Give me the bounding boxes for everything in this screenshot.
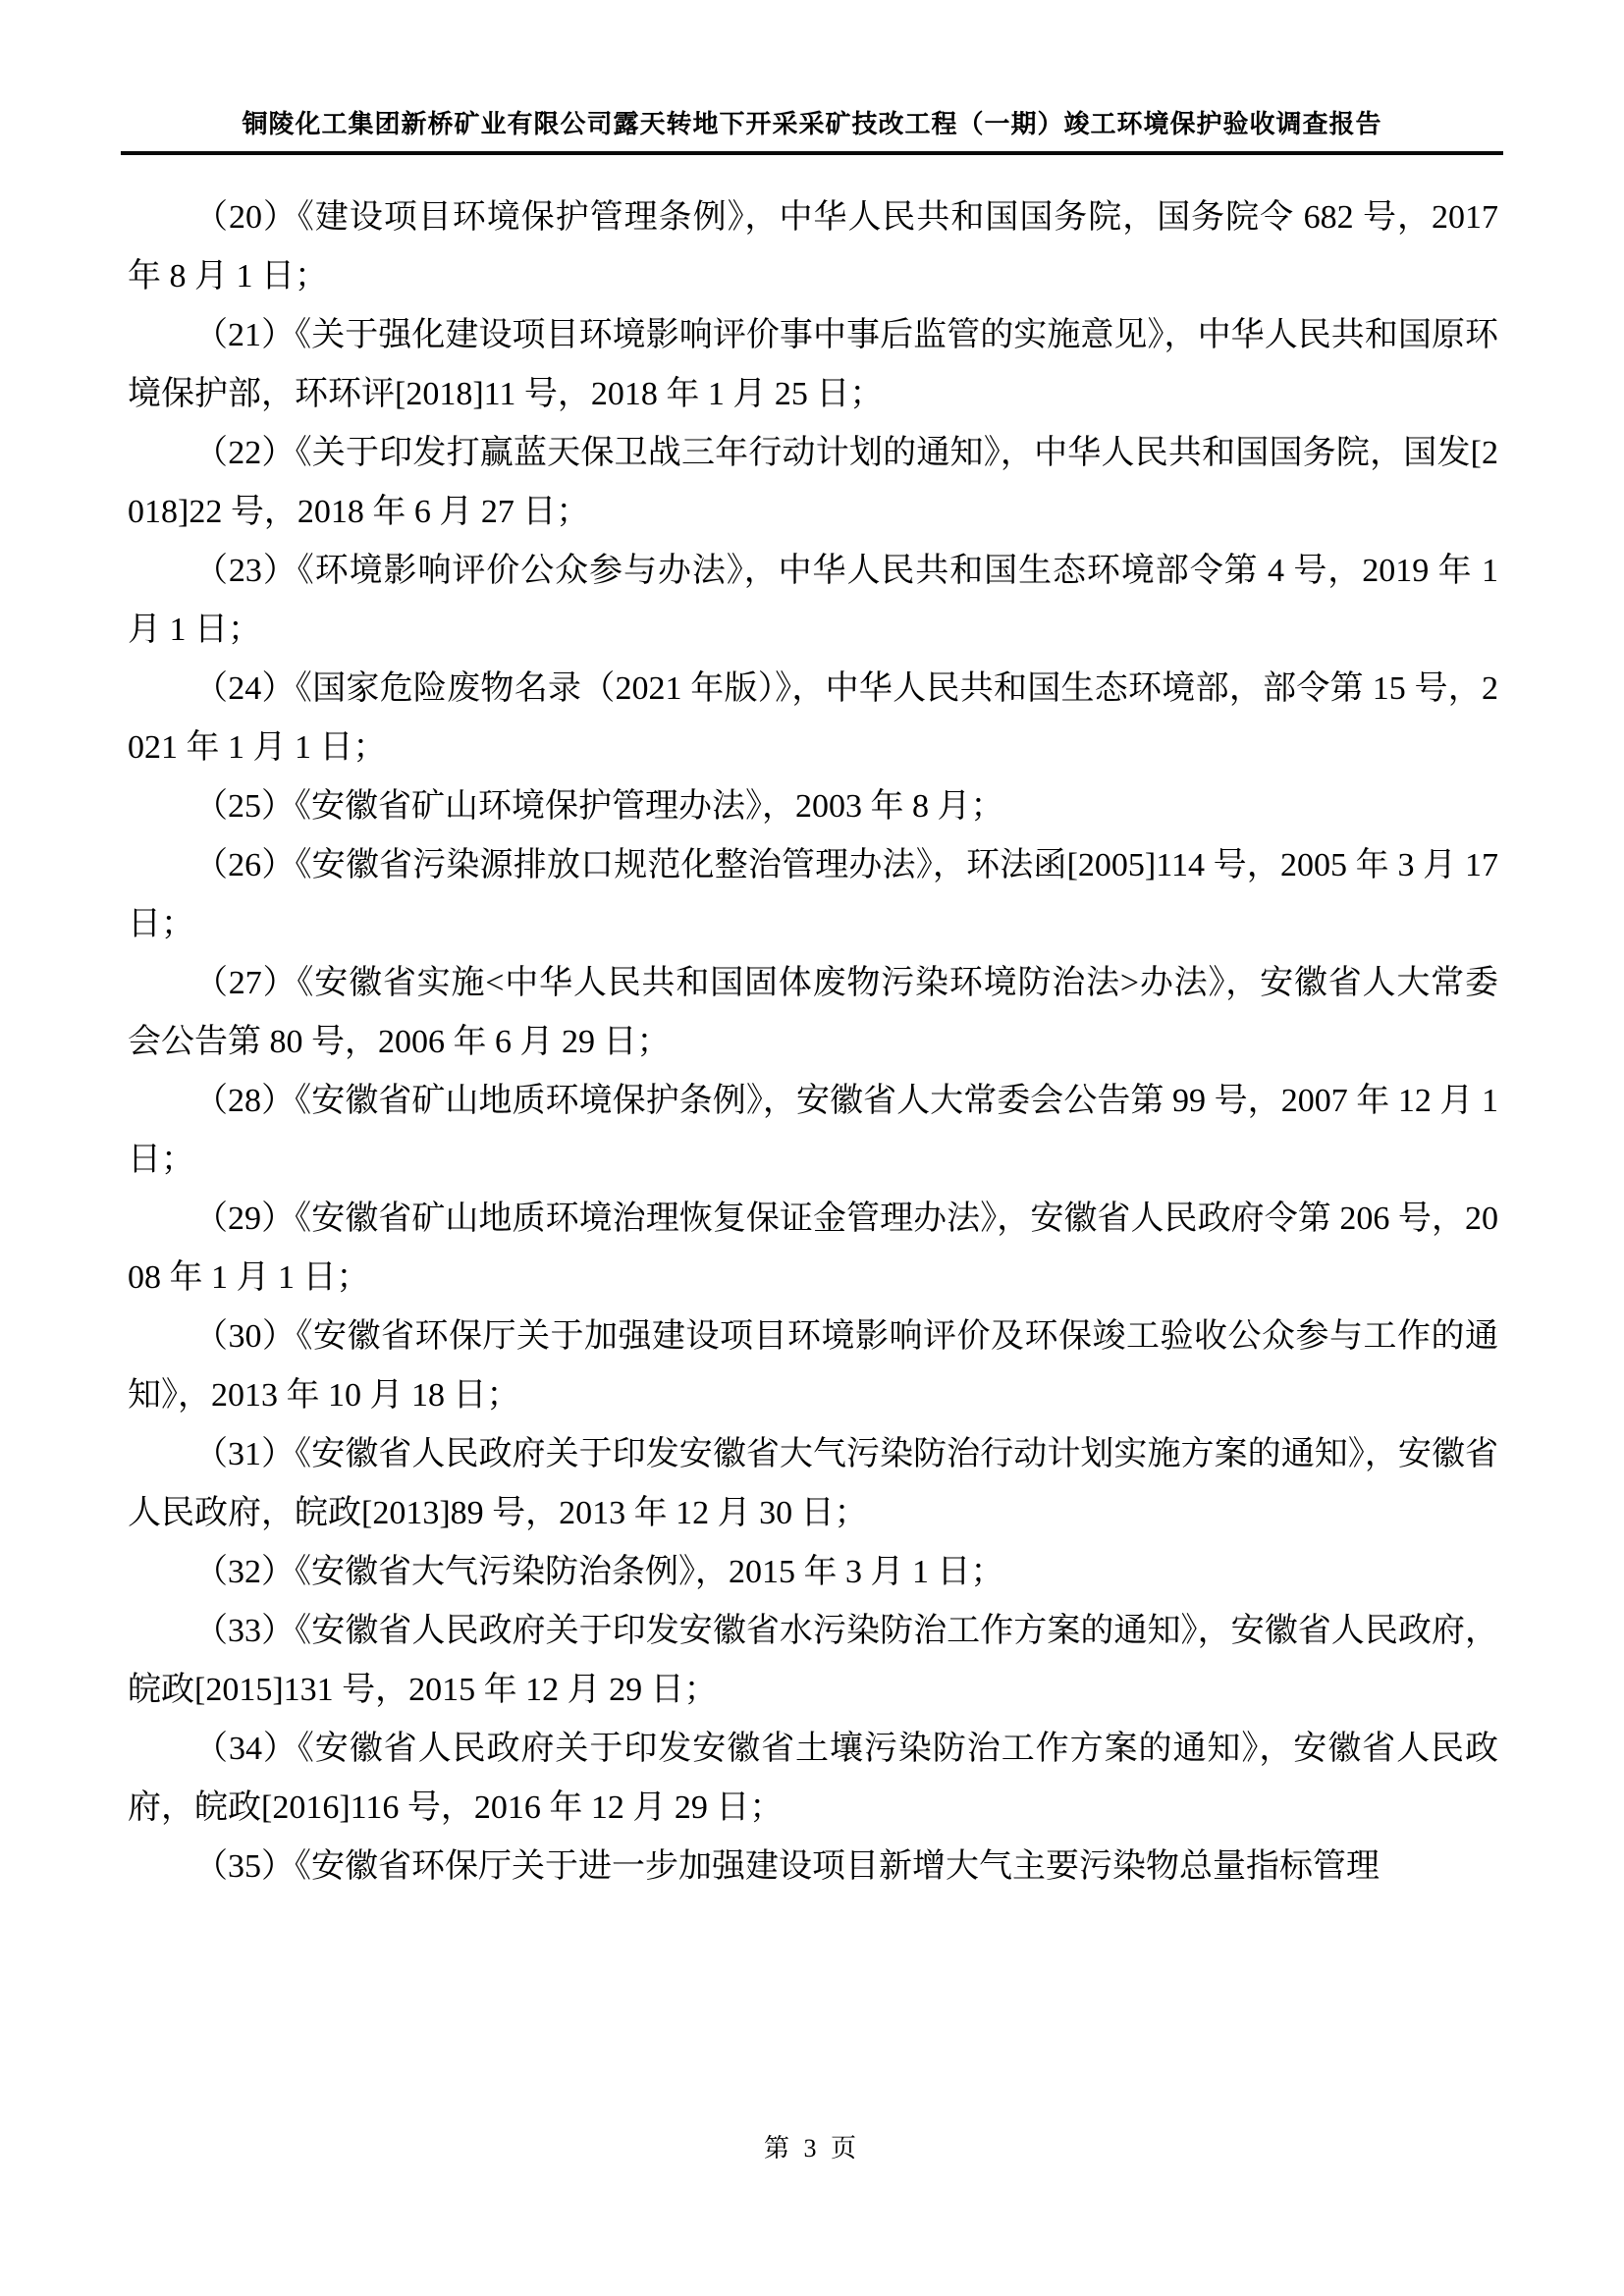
regulation-item: （32）《安徽省大气污染防治条例》，2015 年 3 月 1 日； xyxy=(194,1554,1004,1590)
regulation-item: （22）《关于印发打赢蓝天保卫战三年行动计划的通知》，中华人民共和国国务院，国发[2018]22 号，2018 年 6 月 27 日； xyxy=(128,435,1498,530)
regulation-item: （35）《安徽省环保厅关于进一步加强建设项目新增大气主要污染物总量指标管理 xyxy=(194,1848,1380,1885)
regulation-item: （26）《安徽省污染源排放口规范化整治管理办法》，环法函[2005]114 号，2005 年 3 月 17 日； xyxy=(128,847,1498,942)
regulation-item: （34）《安徽省人民政府关于印发安徽省土壤污染防治工作方案的通知》，安徽省人民政府，皖政[2016]116 号，2016 年 12 月 29 日； xyxy=(128,1731,1498,1826)
page-number: 第 3 页 xyxy=(763,2134,860,2163)
regulation-item: （23）《环境影响评价公众参与办法》，中华人民共和国生态环境部令第 4 号，2019 年 1 月 1 日； xyxy=(128,553,1498,648)
regulation-item: （29）《安徽省矿山地质环境治理恢复保证金管理办法》，安徽省人民政府令第 206 号，2008 年 1 月 1 日； xyxy=(128,1201,1498,1296)
regulation-item: （27）《安徽省实施<中华人民共和国固体废物污染环境防治法>办法》，安徽省人大常委会公告第 80 号，2006 年 6 月 29 日； xyxy=(128,965,1498,1060)
regulation-list xyxy=(128,188,1498,1896)
regulation-item: （28）《安徽省矿山地质环境保护条例》，安徽省人大常委会公告第 99 号，2007 年 12 月 1 日； xyxy=(128,1083,1498,1178)
regulation-item: （25）《安徽省矿山环境保护管理办法》，2003 年 8 月； xyxy=(194,788,1004,825)
regulation-item: （20）《建设项目环境保护管理条例》，中华人民共和国国务院，国务院令 682 号，2017 年 8 月 1 日； xyxy=(128,199,1498,294)
page-header xyxy=(121,108,1503,155)
regulation-item: （21）《关于强化建设项目环境影响评价事中事后监管的实施意见》，中华人民共和国原环境保护部，环环评[2018]11 号，2018 年 1 月 25 日； xyxy=(128,317,1498,412)
regulation-item: （24）《国家危险废物名录（2021 年版）》，中华人民共和国生态环境部，部令第 15 号，2021 年 1 月 1 日； xyxy=(128,670,1498,766)
regulation-item: （31）《安徽省人民政府关于印发安徽省大气污染防治行动计划实施方案的通知》，安徽省人民政府，皖政[2013]89 号，2013 年 12 月 30 日； xyxy=(128,1436,1498,1531)
page-header-title: 铜陵化工集团新桥矿业有限公司露天转地下开采采矿技改工程（一期）竣工环境保护验收调查报告 xyxy=(242,110,1382,138)
regulation-item: （30）《安徽省环保厅关于加强建设项目环境影响评价及环保竣工验收公众参与工作的通知》，2013 年 10 月 18 日； xyxy=(128,1318,1498,1414)
regulation-item: （33）《安徽省人民政府关于印发安徽省水污染防治工作方案的通知》，安徽省人民政府，皖政[2015]131 号，2015 年 12 月 29 日； xyxy=(128,1613,1498,1708)
page-footer xyxy=(0,2128,1624,2164)
